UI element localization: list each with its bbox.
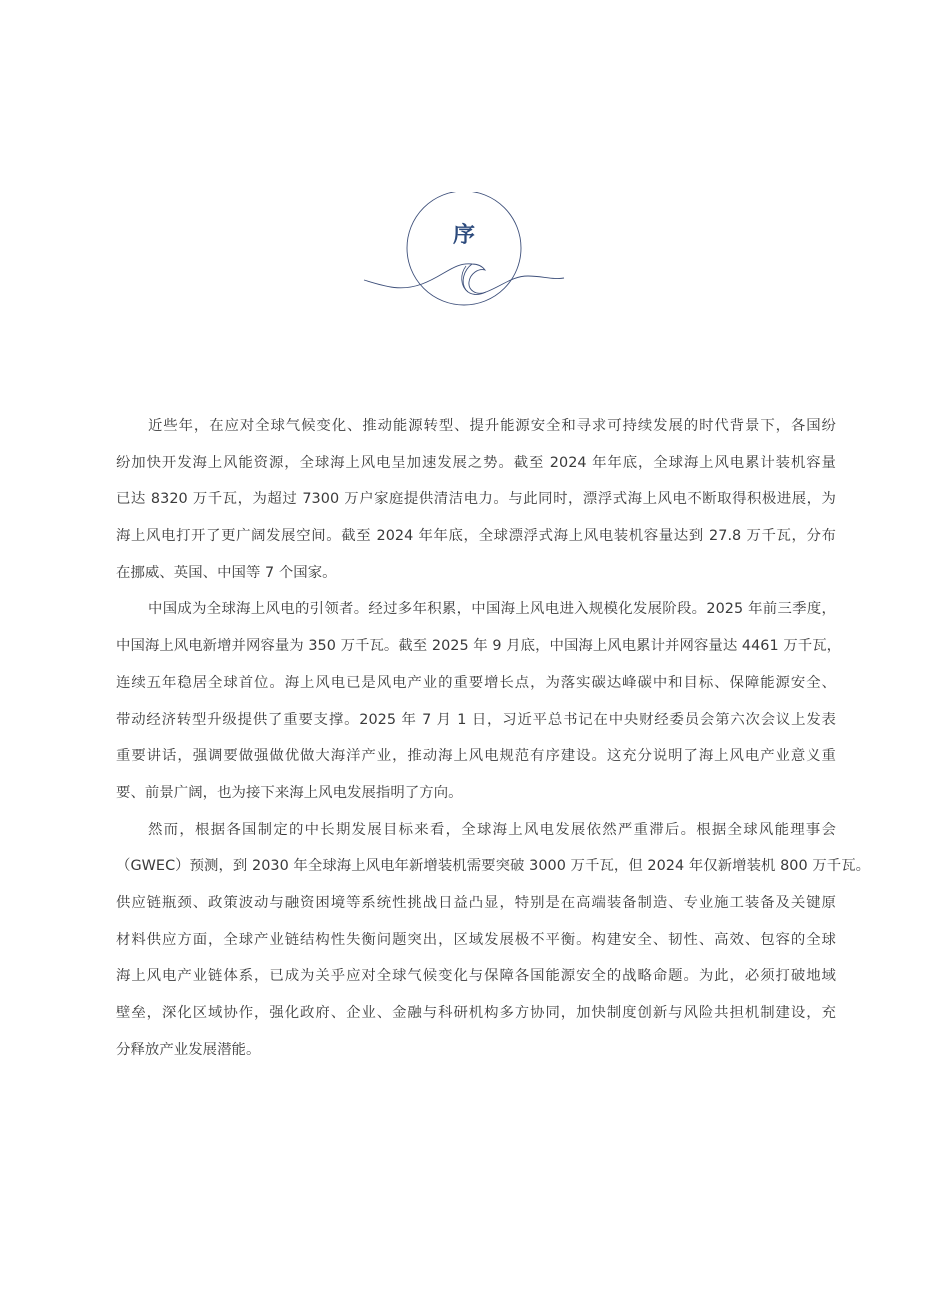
text-line: 在挪威、英国、中国等 7 个国家。 bbox=[116, 564, 337, 581]
paragraph-1 bbox=[116, 408, 836, 591]
preface-emblem bbox=[362, 192, 566, 312]
paragraph-3 bbox=[116, 812, 871, 1069]
text-line: 重要讲话，强调要做强做优做大海洋产业，推动海上风电规范有序建设。这充分说明了海上风电产业意义重 bbox=[116, 748, 836, 765]
text-line: 海上风电打开了更广阔发展空间。截至 2024 年年底，全球漂浮式海上风电装机容量达到 27.8 万千瓦，分布 bbox=[116, 528, 836, 545]
text-line: 带动经济转型升级提供了重要支撑。2025 年 7 月 1 日，习近平总书记在中央财经委员会第六次会议上发表 bbox=[116, 711, 836, 728]
text-line: 海上风电产业链体系，已成为关乎应对全球气候变化与保障各国能源安全的战略命题。为此，必须打破地域 bbox=[116, 968, 836, 985]
text-line: 然而，根据各国制定的中长期发展目标来看，全球海上风电发展依然严重滞后。根据全球风能理事会 bbox=[148, 821, 836, 838]
text-line: 壁垒，深化区域协作，强化政府、企业、金融与科研机构多方协同，加快制度创新与风险共担机制建设，充 bbox=[116, 1005, 836, 1021]
text-line: （GWEC）预测，到 2030 年全球海上风电年新增装机需要突破 3000 万千瓦，但 2024 年仅新增装机 800 万千瓦。 bbox=[116, 858, 871, 875]
wave-circle-icon bbox=[362, 192, 566, 312]
text-line: 中国海上风电新增并网容量为 350 万千瓦。截至 2025 年 9 月底，中国海上风电累计并网容量达 4461 万千瓦， bbox=[116, 638, 842, 655]
text-line: 供应链瓶颈、政策波动与融资困境等系统性挑战日益凸显，特别是在高端装备制造、专业施工装备及关键原 bbox=[116, 894, 836, 911]
page-title: 序 bbox=[452, 223, 475, 248]
text-line: 材料供应方面，全球产业链结构性失衡问题突出，区域发展极不平衡。构建安全、韧性、高效、包容的全球 bbox=[116, 931, 836, 948]
text-line: 分释放产业发展潜能。 bbox=[116, 1041, 261, 1058]
text-line: 连续五年稳居全球首位。海上风电已是风电产业的重要增长点，为落实碳达峰碳中和目标、保障能源安全、 bbox=[116, 674, 836, 691]
paragraph-2 bbox=[116, 591, 842, 811]
text-line: 中国成为全球海上风电的引领者。经过多年积累，中国海上风电进入规模化发展阶段。2025 年前三季度， bbox=[148, 601, 836, 618]
text-line: 近些年，在应对全球气候变化、推动能源转型、提升能源安全和寻求可持续发展的时代背景下，各国纷 bbox=[148, 418, 836, 434]
preface-body bbox=[116, 408, 871, 1068]
text-line: 要、前景广阔，也为接下来海上风电发展指明了方向。 bbox=[116, 784, 463, 801]
text-line: 已达 8320 万千瓦，为超过 7300 万户家庭提供清洁电力。与此同时，漂浮式海上风电不断取得积极进展，为 bbox=[116, 491, 836, 508]
text-line: 纷加快开发海上风能资源，全球海上风电呈加速发展之势。截至 2024 年年底，全球海上风电累计装机容量 bbox=[116, 454, 836, 471]
